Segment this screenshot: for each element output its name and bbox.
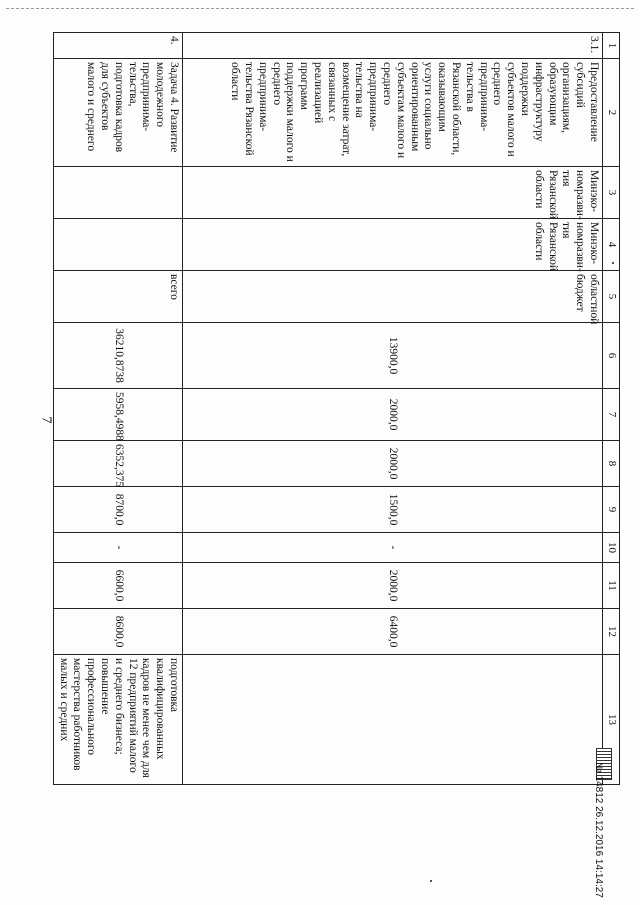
program-table-container — [57, 32, 620, 784]
header-cell: 8 — [603, 441, 620, 487]
table-row — [53, 33, 182, 785]
cell-result — [183, 655, 603, 785]
header-cell: 1 — [603, 33, 620, 59]
cell-year-6: 8600,0 — [53, 609, 182, 655]
top-border-line — [6, 8, 634, 9]
cell-year-5: 2000,0 — [183, 563, 603, 609]
table-row — [183, 33, 603, 785]
header-cell: 2 — [603, 59, 620, 167]
cell-result: подготовка квалифицированных кадров не менее чем для 12 предприятий малого и среднего бизнеса; повышение профессионального мастерства работников малых и средних — [53, 655, 182, 785]
cell-total: 13900,0 — [183, 323, 603, 389]
program-table — [53, 32, 620, 785]
cell-number: 4. — [53, 33, 182, 59]
header-cell: 9 — [603, 487, 620, 533]
cell-responsible: Минэко- номразви- тия Рязанской области — [183, 167, 603, 219]
header-cell: 7 — [603, 389, 620, 441]
cell-year-1: 2000,0 — [183, 389, 603, 441]
header-cell: 6 — [603, 323, 620, 389]
cell-year-1: 5958,4988 — [53, 389, 182, 441]
header-row — [603, 33, 620, 785]
cell-year-3: 1500,0 — [183, 487, 603, 533]
cell-number: 3.1. — [183, 33, 603, 59]
cell-year-2: 2000,0 — [183, 441, 603, 487]
cell-year-6: 6400,0 — [183, 609, 603, 655]
cell-executor: Минэко- номразви- тия Рязанской области — [183, 219, 603, 271]
cell-event-name: Предоставление субсидий организациям, образующим инфраструктуру поддержки субъектов малого и среднего предпринима- тельства в Рязанской области, оказывающим услуги социально ориентированным субъектам малого и среднего предпринима- тельства на возмещение затрат, связанных с реализацией программ поддержки малого и среднего предпринима- тельства Рязанской области — [183, 59, 603, 167]
header-cell: 5 — [603, 271, 620, 323]
cell-year-5: 6600,0 — [53, 563, 182, 609]
cell-event-name: Задача 4. Развитие молодежного предпринима- тельства, подготовка кадров для субъектов малого и среднего — [53, 59, 182, 167]
header-cell: 13 — [603, 655, 620, 785]
cell-year-4: - — [53, 533, 182, 563]
cell-responsible — [53, 167, 182, 219]
cell-total: 36210,8738 — [53, 323, 182, 389]
cell-source: всего — [53, 271, 182, 323]
cell-year-3: 8700,0 — [53, 487, 182, 533]
cell-year-2: 6352,375 — [53, 441, 182, 487]
scan-dot — [430, 880, 432, 882]
header-cell: 4 — [603, 219, 620, 271]
header-cell: 11 — [603, 563, 620, 609]
page-number: 7 — [38, 416, 54, 424]
cell-executor — [53, 219, 182, 271]
cell-source: областной бюджет — [183, 271, 603, 323]
registration-stamp: № 14812 26.12.2016 14:14:27 — [593, 762, 604, 898]
cell-year-4: - — [183, 533, 603, 563]
header-cell: 10 — [603, 533, 620, 563]
header-cell: 12 — [603, 609, 620, 655]
header-cell: 3 — [603, 167, 620, 219]
scan-dot — [612, 262, 614, 264]
